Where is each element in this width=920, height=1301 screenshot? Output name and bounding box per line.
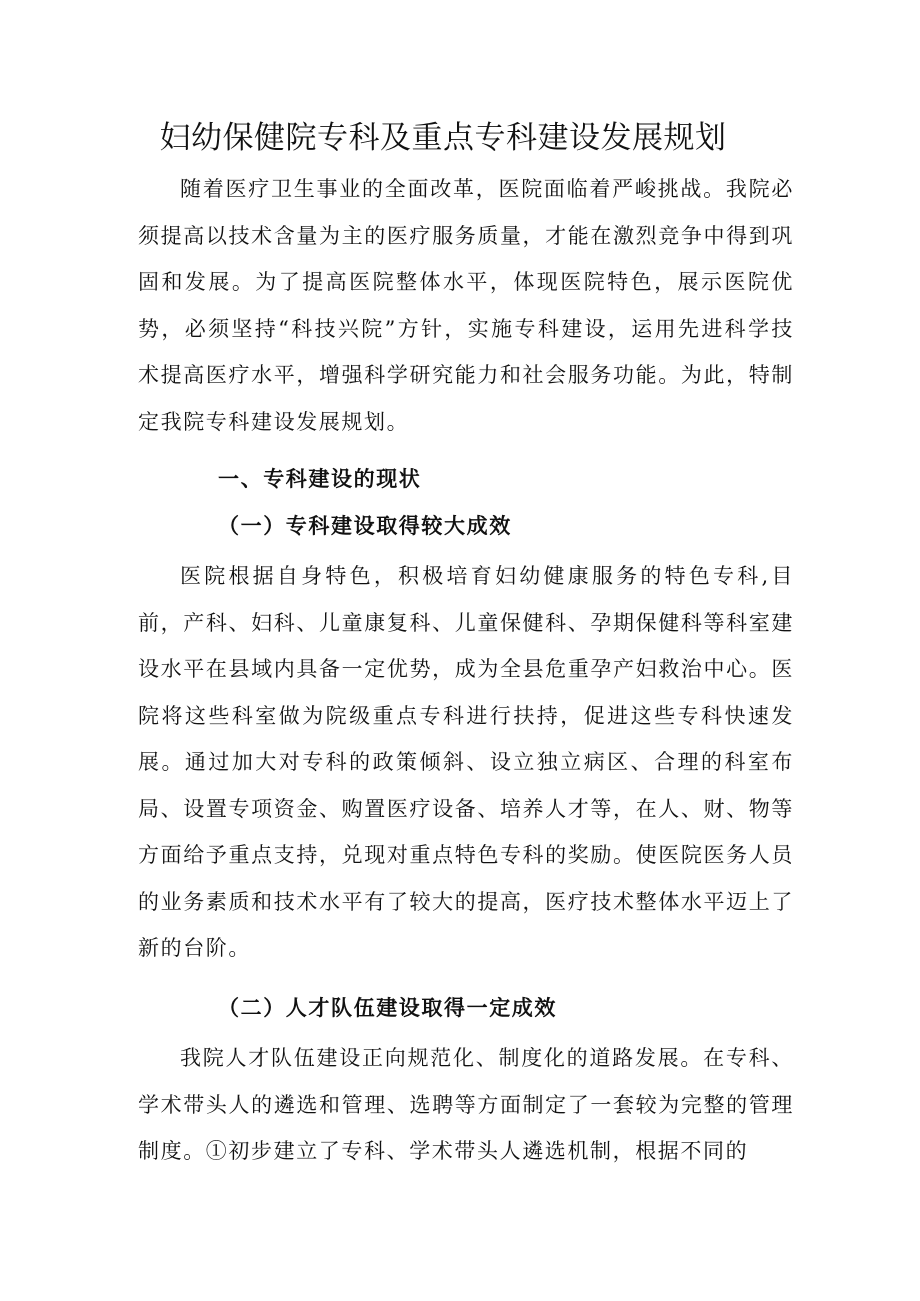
intro-paragraph: 随着医疗卫生事业的全面改革，医院面临着严峻挑战。我院必须提高以技术含量为主的医疗服务质量，才能在激烈竞争中得到巩固和发展。为了提高医院整体水平，体现医院特色，展示医院优势，必须坚持“科技兴院”方针，实施专科建设，运用先进科学技术提高医疗水平，增强科学研究能力和社会服务功能。为此，特制定我院专科建设发展规划。 bbox=[138, 177, 794, 434]
section-heading-status: 一、专科建设的现状 bbox=[218, 466, 422, 491]
talent-paragraph: 我院人才队伍建设正向规范化、制度化的道路发展。在专科、学术带头人的遴选和管理、选聘等方面制定了一套较为完整的管理制度。①初步建立了专科、学术带头人遴选机制，根据不同的 bbox=[138, 1046, 794, 1163]
subsection-heading-talent: （二）人才队伍建设取得一定成效 bbox=[218, 995, 557, 1020]
subsection-heading-achievements: （一）专科建设取得较大成效 bbox=[218, 513, 512, 538]
document-title: 妇幼保健院专科及重点专科建设发展规划 bbox=[159, 120, 727, 156]
achievements-paragraph: 医院根据自身特色，积极培育妇幼健康服务的特色专科,目前，产科、妇科、儿童康复科、儿童保健科、孕期保健科等科室建设水平在县域内具备一定优势，成为全县危重孕产妇救治中心。医院将这些科室做为院级重点专科进行扶持，促进这些专科快速发展。通过加大对专科的政策倾斜、设立独立病区、合理的科室布局、设置专项资金、购置医疗设备、培养人才等，在人、财、物等方面给予重点支持，兑现对重点特色专科的奖励。使医院医务人员的业务素质和技术水平有了较大的提高，医疗技术整体水平迈上了新的台阶。 bbox=[138, 564, 794, 960]
